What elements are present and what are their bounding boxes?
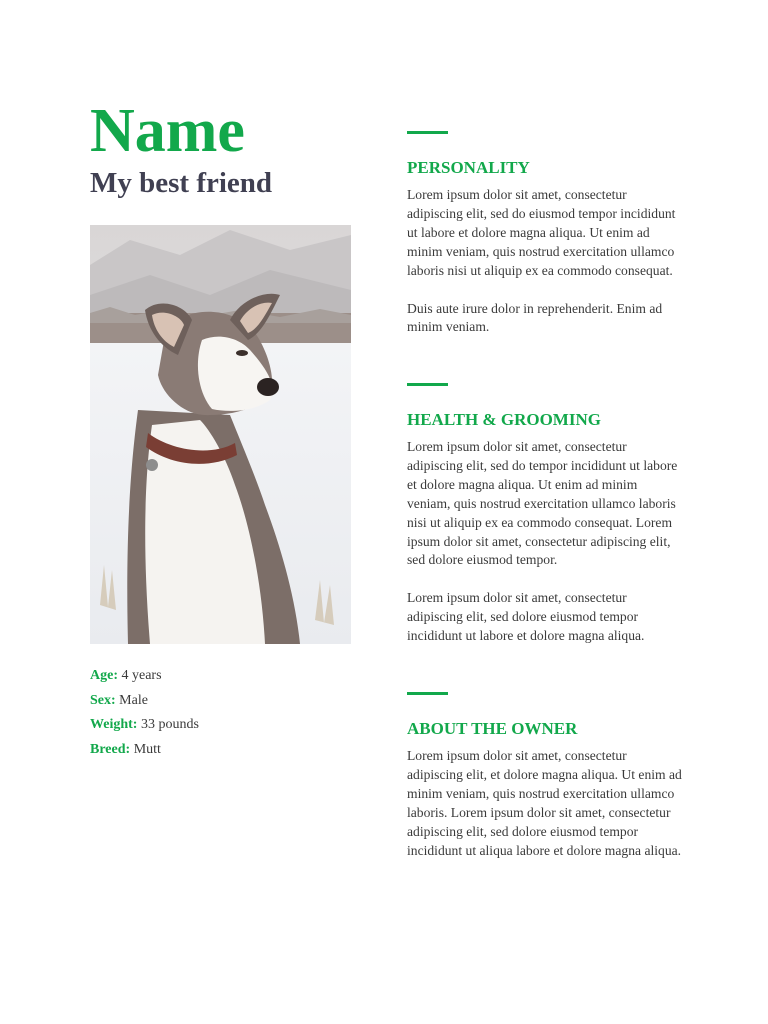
fact-age bbox=[90, 664, 199, 689]
fact-value-sex: Male bbox=[119, 692, 148, 708]
section-health-grooming bbox=[407, 383, 682, 646]
section-paragraph: Lorem ipsum dolor sit amet, consectetur adipiscing elit, sed dolore eiusmod tempor incididunt ut labore et dolore magna aliqua. bbox=[407, 590, 645, 644]
section-paragraph: Lorem ipsum dolor sit amet, consectetur adipiscing elit, sed do eiusmod tempor incididunt ut labore et dolore magna aliqua. Ut enim ad minim veniam, quis nostrud exercitation ullamco laboris nisi ut aliquip ex ea commodo consequat. bbox=[407, 187, 676, 278]
fact-sex bbox=[90, 689, 199, 714]
fact-label-age: Age: bbox=[90, 668, 118, 683]
pet-facts bbox=[90, 664, 199, 762]
section-paragraph: Lorem ipsum dolor sit amet, consectetur adipiscing elit, sed do tempor incididunt ut labore et dolore magna aliqua. Ut enim ad minim veniam, quis nostrud exercitation ullamco laboris nisi ut aliquip ex ea commodo consequat. Lorem ipsum dolor sit amet, consectetur adipiscing elit, sed dolore eiusmod tempor. bbox=[407, 439, 678, 568]
section-personality bbox=[407, 131, 682, 337]
fact-label-weight: Weight: bbox=[90, 717, 138, 732]
fact-label-sex: Sex: bbox=[90, 692, 116, 708]
section-title-personality: PERSONALITY bbox=[407, 158, 530, 177]
fact-value-weight: 33 pounds bbox=[140, 717, 199, 732]
fact-label-breed: Breed: bbox=[90, 741, 131, 757]
fact-weight bbox=[90, 713, 199, 738]
section-paragraph: Duis aute irure dolor in reprehenderit. Enim ad minim veniam. bbox=[407, 300, 663, 335]
pet-subtitle: My best friend bbox=[90, 167, 273, 199]
fact-value-age: 4 years bbox=[121, 668, 162, 683]
fact-value-breed: Mutt bbox=[133, 741, 161, 757]
section-about-owner bbox=[407, 692, 682, 860]
section-divider bbox=[407, 131, 448, 134]
pet-name-title: Name bbox=[90, 97, 245, 165]
dog-photo bbox=[90, 225, 351, 644]
section-title-health-grooming: HEALTH & GROOMING bbox=[407, 410, 601, 429]
fact-breed bbox=[90, 738, 199, 763]
section-paragraph: Lorem ipsum dolor sit amet, consectetur adipiscing elit, et dolore magna aliqua. Ut enim ad minim veniam, quis nostrud exercitation ullamco laboris. Lorem ipsum dolor sit amet, consectetur adipiscing elit, sed dolore eiusmod tempor incididunt ut aliqua labore et dolore magna aliqua. bbox=[407, 748, 682, 858]
section-divider bbox=[407, 383, 448, 386]
section-title-about-owner: ABOUT THE OWNER bbox=[407, 719, 578, 738]
section-divider bbox=[407, 692, 448, 695]
